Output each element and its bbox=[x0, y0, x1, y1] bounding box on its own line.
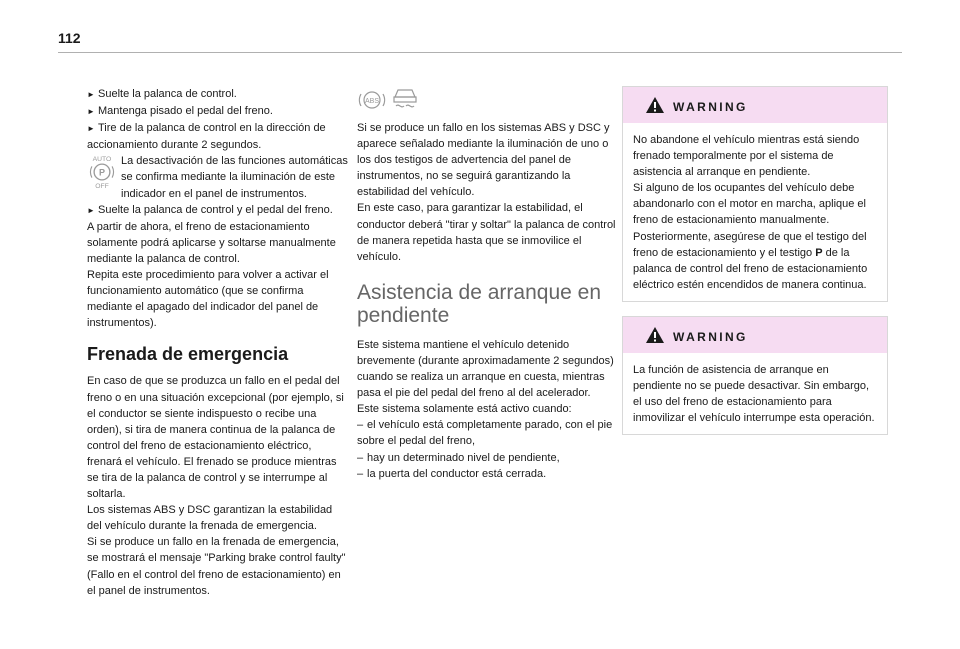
dsc-icon bbox=[390, 86, 420, 114]
svg-text:OFF: OFF bbox=[95, 183, 109, 191]
paragraph: A partir de ahora, el freno de estacionamiento solamente podrá aplicarse y soltarse manualmente mediante la palanca de control. bbox=[87, 220, 336, 265]
paragraph: Si se produce un fallo en los sistemas ABS y DSC y aparece señalado mediante la iluminación de uno o los dos testigos de advertencia del panel de instrumentos, no se seguirá garantizando la estabilidad del vehículo. bbox=[357, 122, 610, 199]
warning-title: WARNING bbox=[673, 329, 748, 344]
warning-header bbox=[623, 317, 887, 353]
page-number: 112 bbox=[58, 30, 81, 46]
list-item: – hay un determinado nivel de pendiente, bbox=[357, 451, 560, 464]
arrow-icon: ► bbox=[87, 205, 95, 215]
arrow-icon: ► bbox=[87, 124, 95, 134]
paragraph: Este sistema solamente está activo cuando: bbox=[357, 403, 572, 416]
step-line: ► Suelte la palanca de control. bbox=[87, 86, 349, 103]
warning-box bbox=[622, 316, 888, 435]
section-heading: Frenada de emergencia bbox=[87, 344, 289, 365]
paragraph: Los sistemas ABS y DSC garantizan la estabilidad del vehículo durante la frenada de emergencia. bbox=[87, 504, 333, 533]
warning-triangle-icon bbox=[645, 96, 665, 114]
step-line: ► Mantenga pisado el pedal del freno. bbox=[87, 103, 349, 120]
arrow-icon: ► bbox=[87, 107, 95, 117]
svg-text:ABS: ABS bbox=[364, 98, 380, 105]
paragraph: No abandone el vehículo mientras está siendo frenado temporalmente por el sistema de asistencia al arranque en pendiente. bbox=[633, 134, 860, 179]
step-line: ► Tire de la palanca de control en la dirección de accionamiento durante 2 segundos. bbox=[87, 122, 326, 152]
svg-text:AUTO: AUTO bbox=[92, 156, 112, 164]
column-left bbox=[87, 86, 349, 599]
warning-title: WARNING bbox=[673, 100, 748, 114]
header-rule bbox=[58, 52, 902, 53]
paragraph: En este caso, para garantizar la estabilidad, el conductor deberá "tirar y soltar" la palanca de control de manera repetida hasta que se inmovilice el vehículo. bbox=[357, 202, 616, 263]
auto-p-off-icon bbox=[87, 154, 117, 190]
warning-box bbox=[622, 86, 888, 302]
list-item: – la puerta del conductor está cerrada. bbox=[357, 467, 547, 480]
column-right bbox=[622, 86, 888, 449]
abs-icon bbox=[357, 86, 387, 114]
paragraph: En caso de que se produzca un fallo en el pedal del freno o en una situación excepcional (por ejemplo, si el conductor se siente indispuesto o recibe una orden), si tira de manera continua de la palanca de control del freno de estacionamiento eléctrico, frenará el vehículo. El frenado se produce mientras se tira de la palanca de control y se interrumpe al soltarla. bbox=[87, 375, 344, 501]
paragraph: Si alguno de los ocupantes del vehículo debe abandonarlo con el motor en marcha, aplique el freno de estacionamiento manualmente. Posteriormente, asegúrese de que el testigo del freno de estacionamiento y el testigo P de la palanca de control del freno de estacionamiento eléctrico estén encendidos de manera continua. bbox=[633, 182, 868, 291]
warning-triangle-icon bbox=[645, 326, 665, 344]
auto-indicator-paragraph: AUTO P OFF La desactivación de las funciones automáticas se confirma mediante la iluminación de este indicador en el panel de instrumentos. bbox=[87, 153, 349, 201]
paragraph: La función de asistencia de arranque en pendiente no se puede desactivar. Sin embargo, el uso del freno de estacionamiento para inmovilizar el vehículo interrumpe esta operación. bbox=[633, 363, 875, 425]
warning-body bbox=[623, 123, 887, 301]
arrow-icon: ► bbox=[87, 90, 95, 99]
step-line: ► Suelte la palanca de control y el pedal del freno. bbox=[87, 202, 349, 219]
paragraph: Si se produce un fallo en la frenada de emergencia, se mostrará el mensaje "Parking brake control faulty" (Fallo en el control del freno de estacionamiento) en el panel de instrumentos. bbox=[87, 536, 346, 597]
paragraph: Este sistema mantiene el vehículo detenido brevemente (durante aproximadamente 2 segundos) cuando se realiza un arranque en cuesta, mientras pasa el pie del pedal del freno al del acelerador. bbox=[357, 338, 614, 400]
list-item: – el vehículo está completamente parado, con el pie sobre el pedal del freno, bbox=[357, 419, 613, 448]
paragraph: Repita este procedimiento para volver a activar el funcionamiento automático (que se confirma mediante el apagado del indicador del panel de instrumentos). bbox=[87, 269, 329, 330]
svg-text:P: P bbox=[98, 167, 106, 178]
column-middle bbox=[357, 86, 617, 482]
warning-lamps bbox=[357, 86, 617, 118]
warning-body bbox=[623, 353, 887, 434]
warning-header bbox=[623, 87, 887, 123]
section-heading: Asistencia de arranque en pendiente bbox=[357, 280, 601, 327]
